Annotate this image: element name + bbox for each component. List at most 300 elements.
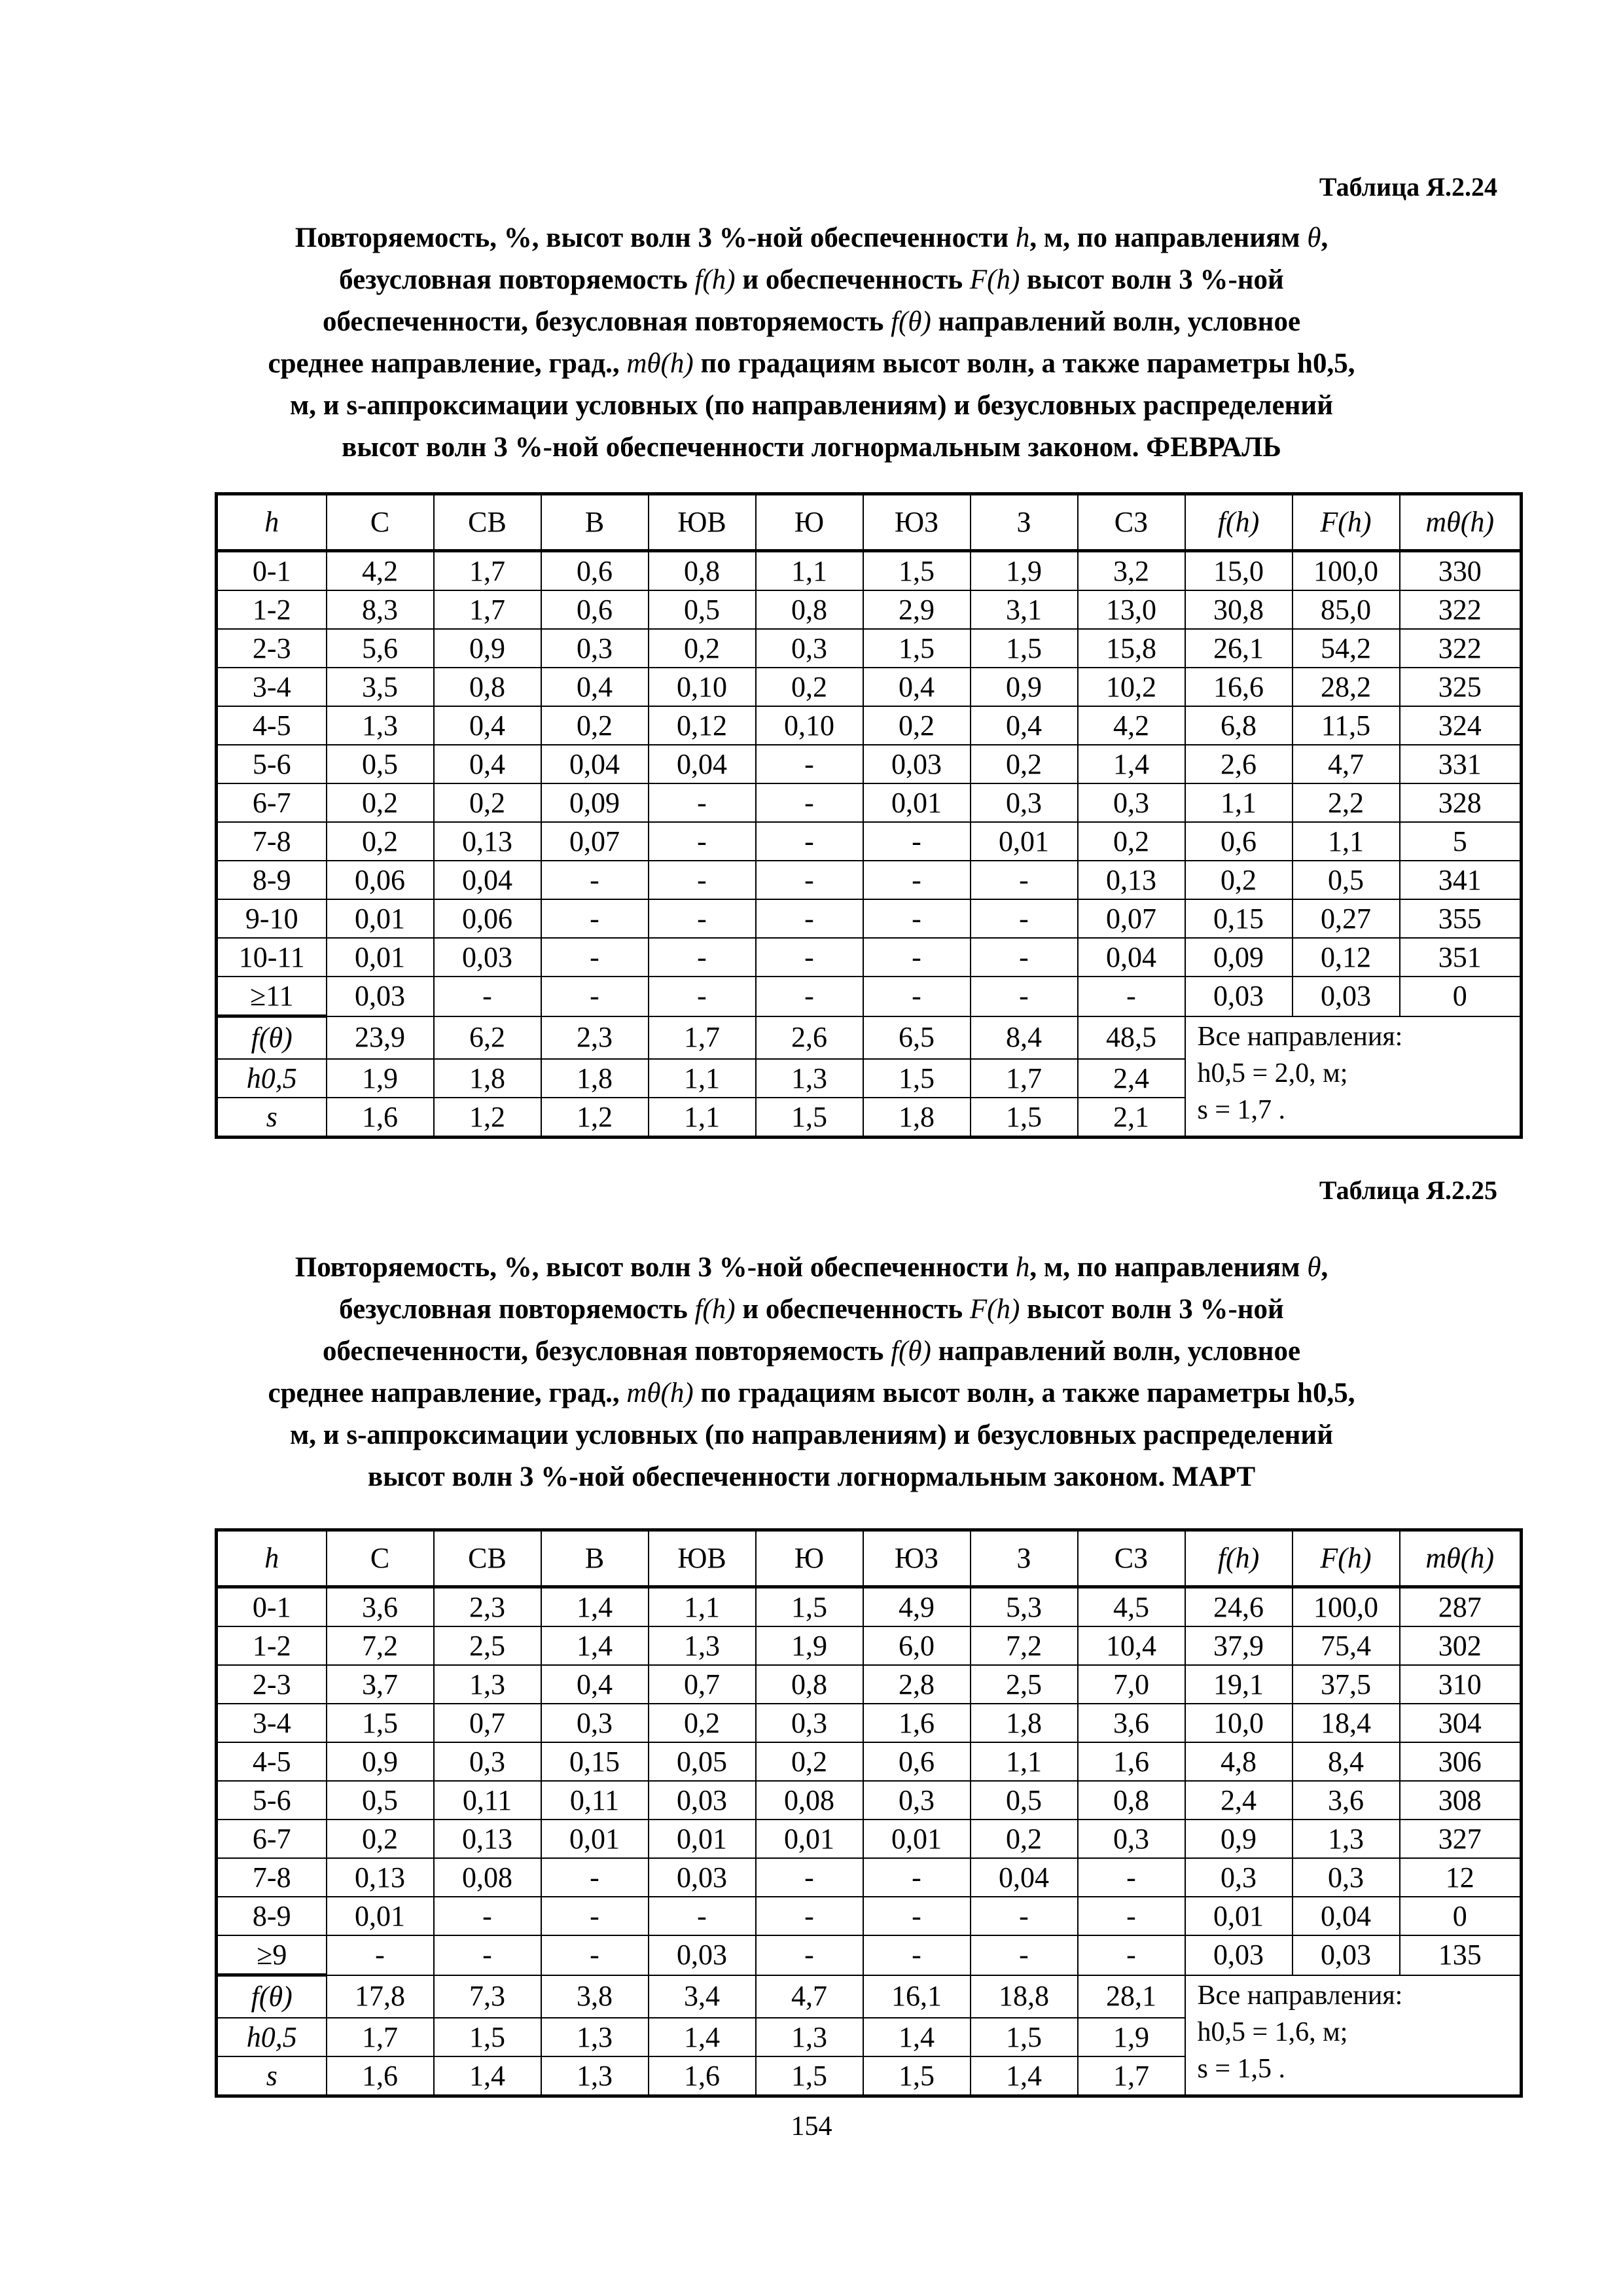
table-cell: 10,4 bbox=[1078, 1626, 1185, 1665]
column-header: С bbox=[327, 494, 434, 551]
table-cell: 0,4 bbox=[541, 668, 649, 706]
table-cell: 1,5 bbox=[971, 1098, 1078, 1138]
table-cell: 30,8 bbox=[1185, 590, 1293, 629]
table-cell: 1,3 bbox=[649, 1626, 756, 1665]
table-cell: - bbox=[541, 977, 649, 1016]
caption-line: высот волн 3 %-ной обеспеченности логнормальным законом. МАРТ bbox=[367, 1462, 1256, 1492]
data-table bbox=[215, 492, 1523, 1139]
table-cell: 37,5 bbox=[1293, 1665, 1400, 1704]
table-cell: - bbox=[649, 1897, 756, 1935]
table-caption bbox=[196, 1247, 1427, 1498]
table-cell: 327 bbox=[1400, 1820, 1522, 1858]
table-row bbox=[217, 629, 1522, 668]
table-cell: 2,5 bbox=[434, 1626, 541, 1665]
data-table bbox=[215, 1528, 1523, 2098]
table-cell: 15,8 bbox=[1078, 629, 1185, 668]
table-cell: 324 bbox=[1400, 706, 1522, 745]
table-cell: 3,4 bbox=[649, 1975, 756, 2018]
table-cell: 0,01 bbox=[863, 783, 971, 822]
table-cell: 0,3 bbox=[971, 783, 1078, 822]
table-row bbox=[217, 977, 1522, 1016]
note-line: s = 1,7 . bbox=[1197, 1094, 1286, 1125]
table-cell: 28,2 bbox=[1293, 668, 1400, 706]
table-cell: 1,8 bbox=[541, 1059, 649, 1098]
table-cell: 3,6 bbox=[327, 1587, 434, 1627]
column-header: h bbox=[217, 1530, 327, 1587]
table-cell: 0,03 bbox=[649, 1858, 756, 1897]
table-cell: - bbox=[434, 1935, 541, 1975]
caption-line: Повторяемость, %, высот волн 3 %-ной обеспеченности h, м, по направлениям θ, bbox=[294, 223, 1329, 253]
row-label: 9-10 bbox=[217, 899, 327, 938]
table-cell: 0,3 bbox=[863, 1781, 971, 1820]
table-cell: 48,5 bbox=[1078, 1016, 1185, 1060]
table-cell: 5,6 bbox=[327, 629, 434, 668]
table-cell: - bbox=[1078, 1935, 1185, 1975]
table-cell: 1,1 bbox=[971, 1742, 1078, 1781]
table-cell: 1,5 bbox=[756, 2056, 863, 2096]
table-cell: 2,4 bbox=[1185, 1781, 1293, 1820]
table-row bbox=[217, 668, 1522, 706]
table-cell: 0,2 bbox=[541, 706, 649, 745]
note-line: s = 1,5 . bbox=[1197, 2053, 1286, 2084]
column-header: mθ(h) bbox=[1400, 1530, 1522, 1587]
table-cell: 1,7 bbox=[971, 1059, 1078, 1098]
table-cell: 0,2 bbox=[327, 783, 434, 822]
table-cell: 1,5 bbox=[863, 629, 971, 668]
table-cell: - bbox=[971, 938, 1078, 977]
table-cell: 0,03 bbox=[327, 977, 434, 1016]
table-cell: 0,01 bbox=[1185, 1897, 1293, 1935]
table-cell: - bbox=[541, 861, 649, 899]
table-cell: 1,4 bbox=[541, 1626, 649, 1665]
table-cell: - bbox=[756, 899, 863, 938]
caption-line: Повторяемость, %, высот волн 3 %-ной обеспеченности h, м, по направлениям θ, bbox=[294, 1252, 1329, 1283]
table-cell: - bbox=[1078, 1858, 1185, 1897]
table-cell: 4,5 bbox=[1078, 1587, 1185, 1627]
table-cell: 7,2 bbox=[327, 1626, 434, 1665]
table-cell: 2,3 bbox=[541, 1016, 649, 1060]
table-cell: 1,7 bbox=[327, 2018, 434, 2056]
table-cell: 2,2 bbox=[1293, 783, 1400, 822]
table-cell: 0,9 bbox=[327, 1742, 434, 1781]
row-label: f(θ) bbox=[217, 1975, 327, 2018]
table-cell: 0,08 bbox=[756, 1781, 863, 1820]
table-cell: 0,27 bbox=[1293, 899, 1400, 938]
table-cell: 18,8 bbox=[971, 1975, 1078, 2018]
table-cell: 7,0 bbox=[1078, 1665, 1185, 1704]
table-cell: 0,6 bbox=[1185, 822, 1293, 861]
table-cell: 28,1 bbox=[1078, 1975, 1185, 2018]
table-cell: 0,3 bbox=[756, 629, 863, 668]
table-cell: 0,7 bbox=[649, 1665, 756, 1704]
table-cell: - bbox=[756, 783, 863, 822]
row-label: 3-4 bbox=[217, 668, 327, 706]
column-header: ЮВ bbox=[649, 494, 756, 551]
column-header: В bbox=[541, 1530, 649, 1587]
table-cell: 328 bbox=[1400, 783, 1522, 822]
table-cell: 1,5 bbox=[863, 2056, 971, 2096]
row-label: 4-5 bbox=[217, 706, 327, 745]
table-cell: 0,5 bbox=[1293, 861, 1400, 899]
table-cell: 12 bbox=[1400, 1858, 1522, 1897]
table-cell: 24,6 bbox=[1185, 1587, 1293, 1627]
table-cell: - bbox=[434, 977, 541, 1016]
table-cell: 37,9 bbox=[1185, 1626, 1293, 1665]
table-cell: 0,03 bbox=[1293, 977, 1400, 1016]
column-header: ЮВ bbox=[649, 1530, 756, 1587]
table-cell: 2,9 bbox=[863, 590, 971, 629]
table-cell: - bbox=[756, 977, 863, 1016]
table-cell: 19,1 bbox=[1185, 1665, 1293, 1704]
table-cell: - bbox=[971, 977, 1078, 1016]
column-header: h bbox=[217, 494, 327, 551]
column-header: СЗ bbox=[1078, 494, 1185, 551]
table-cell: 0,06 bbox=[327, 861, 434, 899]
table-cell: 0,09 bbox=[1185, 938, 1293, 977]
column-header: З bbox=[971, 1530, 1078, 1587]
table-cell: 0,3 bbox=[1293, 1858, 1400, 1897]
table-cell: 1,7 bbox=[434, 590, 541, 629]
table-cell: 3,2 bbox=[1078, 551, 1185, 591]
table-cell: 0,2 bbox=[649, 1704, 756, 1742]
table-cell: - bbox=[649, 899, 756, 938]
table-cell: 287 bbox=[1400, 1587, 1522, 1627]
table-cell: 0,13 bbox=[327, 1858, 434, 1897]
row-label: 5-6 bbox=[217, 1781, 327, 1820]
table-cell: 0,2 bbox=[327, 1820, 434, 1858]
table-cell: 0,01 bbox=[649, 1820, 756, 1858]
column-header: f(h) bbox=[1185, 1530, 1293, 1587]
table-cell: 15,0 bbox=[1185, 551, 1293, 591]
all-directions-note bbox=[1185, 1975, 1522, 2096]
table-cell: 0,04 bbox=[971, 1858, 1078, 1897]
table-cell: 0,07 bbox=[1078, 899, 1185, 938]
table-row bbox=[217, 1935, 1522, 1975]
table-row bbox=[217, 1587, 1522, 1627]
column-header: СВ bbox=[434, 1530, 541, 1587]
note-line: Все направления: bbox=[1197, 1980, 1403, 2011]
table-cell: 1,2 bbox=[541, 1098, 649, 1138]
table-cell: 4,9 bbox=[863, 1587, 971, 1627]
table-cell: 304 bbox=[1400, 1704, 1522, 1742]
table-cell: - bbox=[541, 899, 649, 938]
table-cell: 0,8 bbox=[649, 551, 756, 591]
table-row bbox=[217, 1742, 1522, 1781]
column-header: С bbox=[327, 1530, 434, 1587]
table-cell: 1,3 bbox=[541, 2056, 649, 2096]
table-cell: 0,8 bbox=[756, 1665, 863, 1704]
table-cell: 0,3 bbox=[1078, 783, 1185, 822]
table-cell: - bbox=[434, 1897, 541, 1935]
table-cell: 1,6 bbox=[327, 2056, 434, 2096]
table-cell: - bbox=[649, 783, 756, 822]
table-cell: 0,8 bbox=[434, 668, 541, 706]
table-cell: - bbox=[863, 899, 971, 938]
page-number: 154 bbox=[791, 2111, 832, 2142]
table-row bbox=[217, 1704, 1522, 1742]
table-cell: 75,4 bbox=[1293, 1626, 1400, 1665]
table-cell: 1,5 bbox=[971, 2018, 1078, 2056]
table-cell: 0,6 bbox=[541, 590, 649, 629]
table-cell: 0,2 bbox=[649, 629, 756, 668]
table-cell: 0,01 bbox=[327, 899, 434, 938]
table-cell: 0,7 bbox=[434, 1704, 541, 1742]
table-cell: 85,0 bbox=[1293, 590, 1400, 629]
table-row bbox=[217, 706, 1522, 745]
table-cell: 2,6 bbox=[756, 1016, 863, 1060]
table-cell: 0,03 bbox=[649, 1935, 756, 1975]
column-header: СВ bbox=[434, 494, 541, 551]
table-cell: 6,8 bbox=[1185, 706, 1293, 745]
table-cell: 3,6 bbox=[1078, 1704, 1185, 1742]
table-cell: 0,5 bbox=[649, 590, 756, 629]
table-cell: 54,2 bbox=[1293, 629, 1400, 668]
table-cell: 0,09 bbox=[541, 783, 649, 822]
column-header: f(h) bbox=[1185, 494, 1293, 551]
table-cell: - bbox=[541, 938, 649, 977]
table-cell: 0,9 bbox=[971, 668, 1078, 706]
table-cell: - bbox=[863, 861, 971, 899]
table-cell: 10,2 bbox=[1078, 668, 1185, 706]
table-cell: 1,8 bbox=[434, 1059, 541, 1098]
table-cell: 1,5 bbox=[863, 1059, 971, 1098]
row-label: ≥11 bbox=[217, 977, 327, 1016]
note-line: h0,5 = 2,0, м; bbox=[1197, 1058, 1348, 1088]
table-cell: 100,0 bbox=[1293, 551, 1400, 591]
table-cell: 0,5 bbox=[327, 745, 434, 783]
table-cell: 6,5 bbox=[863, 1016, 971, 1060]
row-label: 2-3 bbox=[217, 629, 327, 668]
table-cell: 6,0 bbox=[863, 1626, 971, 1665]
table-cell: 1,1 bbox=[649, 1098, 756, 1138]
table-cell: 1,8 bbox=[863, 1098, 971, 1138]
table-cell: 0,12 bbox=[649, 706, 756, 745]
table-cell: - bbox=[756, 1897, 863, 1935]
row-label: 4-5 bbox=[217, 1742, 327, 1781]
table-cell: 0,04 bbox=[1078, 938, 1185, 977]
table-cell: 2,4 bbox=[1078, 1059, 1185, 1098]
table-cell: - bbox=[863, 822, 971, 861]
caption-line: безусловная повторяемость f(h) и обеспеченность F(h) высот волн 3 %-ной bbox=[339, 1294, 1284, 1325]
table-row bbox=[217, 1626, 1522, 1665]
row-label: 7-8 bbox=[217, 1858, 327, 1897]
table-cell: 1,2 bbox=[434, 1098, 541, 1138]
table-cell: 16,6 bbox=[1185, 668, 1293, 706]
table-cell: - bbox=[541, 1935, 649, 1975]
row-label: 2-3 bbox=[217, 1665, 327, 1704]
table-cell: 0,03 bbox=[1185, 1935, 1293, 1975]
table-cell: - bbox=[756, 1935, 863, 1975]
table-cell: 0,03 bbox=[649, 1781, 756, 1820]
table-cell: - bbox=[863, 1897, 971, 1935]
table-cell: 330 bbox=[1400, 551, 1522, 591]
table-cell: 0,3 bbox=[1078, 1820, 1185, 1858]
table-cell: 0,01 bbox=[756, 1820, 863, 1858]
table-cell: 3,5 bbox=[327, 668, 434, 706]
table-row bbox=[217, 1858, 1522, 1897]
table-row bbox=[217, 1781, 1522, 1820]
table-cell: - bbox=[863, 977, 971, 1016]
table-cell: - bbox=[863, 1935, 971, 1975]
table-cell: 331 bbox=[1400, 745, 1522, 783]
table-cell: 1,3 bbox=[434, 1665, 541, 1704]
table-cell: - bbox=[971, 899, 1078, 938]
row-label: 1-2 bbox=[217, 590, 327, 629]
column-header: ЮЗ bbox=[863, 1530, 971, 1587]
caption-line: безусловная повторяемость f(h) и обеспеченность F(h) высот волн 3 %-ной bbox=[339, 264, 1284, 295]
table-cell: - bbox=[863, 1858, 971, 1897]
table-caption bbox=[196, 217, 1427, 469]
table-cell: 5,3 bbox=[971, 1587, 1078, 1627]
table-cell: 2,5 bbox=[971, 1665, 1078, 1704]
column-header: F(h) bbox=[1293, 1530, 1400, 1587]
table-cell: - bbox=[541, 1858, 649, 1897]
table-cell: - bbox=[971, 1935, 1078, 1975]
table-cell: 0,13 bbox=[434, 1820, 541, 1858]
table-cell: 0,2 bbox=[971, 745, 1078, 783]
table-cell: 4,2 bbox=[327, 551, 434, 591]
table-cell: 0,3 bbox=[1185, 1858, 1293, 1897]
table-row bbox=[217, 1665, 1522, 1704]
table-cell: 0,8 bbox=[756, 590, 863, 629]
table-cell: 0,3 bbox=[756, 1704, 863, 1742]
table-cell: 322 bbox=[1400, 629, 1522, 668]
row-label: 0-1 bbox=[217, 551, 327, 591]
table-cell: 0,9 bbox=[434, 629, 541, 668]
table-cell: - bbox=[756, 861, 863, 899]
header-row bbox=[217, 1530, 1522, 1587]
table-cell: 1,5 bbox=[434, 2018, 541, 2056]
table-cell: 4,7 bbox=[1293, 745, 1400, 783]
table-cell: 0,01 bbox=[863, 1820, 971, 1858]
table-cell: 0,12 bbox=[1293, 938, 1400, 977]
table-cell: 1,1 bbox=[1293, 822, 1400, 861]
table-cell: 1,9 bbox=[1078, 2018, 1185, 2056]
table-cell: - bbox=[649, 861, 756, 899]
table-cell: 18,4 bbox=[1293, 1704, 1400, 1742]
table-cell: 0,2 bbox=[756, 1742, 863, 1781]
table-cell: 0,4 bbox=[434, 706, 541, 745]
table-cell: 1,6 bbox=[863, 1704, 971, 1742]
table-cell: 0,04 bbox=[541, 745, 649, 783]
table-cell: 1,5 bbox=[756, 1098, 863, 1138]
table-cell: 7,3 bbox=[434, 1975, 541, 2018]
row-label: 8-9 bbox=[217, 1897, 327, 1935]
table-cell: 0,13 bbox=[1078, 861, 1185, 899]
table-cell: 4,8 bbox=[1185, 1742, 1293, 1781]
table-cell: 0,4 bbox=[541, 1665, 649, 1704]
table-cell: 3,7 bbox=[327, 1665, 434, 1704]
table-cell: 0,4 bbox=[863, 668, 971, 706]
table-cell: - bbox=[1078, 1897, 1185, 1935]
table-cell: 355 bbox=[1400, 899, 1522, 938]
table-cell: 0,2 bbox=[1078, 822, 1185, 861]
note-line: Все направления: bbox=[1197, 1021, 1403, 1052]
table-cell: 0,4 bbox=[971, 706, 1078, 745]
table-row bbox=[217, 1820, 1522, 1858]
table-cell: 308 bbox=[1400, 1781, 1522, 1820]
row-label: h0,5 bbox=[217, 1059, 327, 1098]
table-cell: 3,8 bbox=[541, 1975, 649, 2018]
table-cell: 23,9 bbox=[327, 1016, 434, 1060]
table-cell: - bbox=[971, 861, 1078, 899]
table-cell: - bbox=[649, 938, 756, 977]
table-cell: 5 bbox=[1400, 822, 1522, 861]
note-line: h0,5 = 1,6, м; bbox=[1197, 2017, 1348, 2047]
caption-line: м, и s-аппроксимации условных (по направлениям) и безусловных распределений bbox=[290, 1420, 1333, 1450]
table-cell: 0,2 bbox=[863, 706, 971, 745]
table-label: Таблица Я.2.25 bbox=[1319, 1175, 1497, 1205]
table-cell: 3,6 bbox=[1293, 1781, 1400, 1820]
table-cell: 1,5 bbox=[327, 1704, 434, 1742]
row-label: h0,5 bbox=[217, 2018, 327, 2056]
table-cell: 0,5 bbox=[327, 1781, 434, 1820]
summary-row bbox=[217, 1975, 1522, 2018]
table-label: Таблица Я.2.24 bbox=[1319, 172, 1497, 202]
row-label: 6-7 bbox=[217, 783, 327, 822]
column-header: F(h) bbox=[1293, 494, 1400, 551]
table-cell: 1,7 bbox=[649, 1016, 756, 1060]
table-cell: 0,3 bbox=[434, 1742, 541, 1781]
row-label: 3-4 bbox=[217, 1704, 327, 1742]
table-cell: 306 bbox=[1400, 1742, 1522, 1781]
table-cell: - bbox=[649, 822, 756, 861]
table-cell: 0 bbox=[1400, 977, 1522, 1016]
table-cell: 0,10 bbox=[649, 668, 756, 706]
column-header: З bbox=[971, 494, 1078, 551]
table-cell: 0,2 bbox=[1185, 861, 1293, 899]
row-label: 10-11 bbox=[217, 938, 327, 977]
table-cell: - bbox=[756, 1858, 863, 1897]
table-cell: - bbox=[971, 1897, 1078, 1935]
table-cell: 11,5 bbox=[1293, 706, 1400, 745]
table-row bbox=[217, 938, 1522, 977]
caption-line: обеспеченности, безусловная повторяемость f(θ) направлений волн, условное bbox=[322, 1336, 1301, 1367]
table-cell: 6,2 bbox=[434, 1016, 541, 1060]
table-cell: 0,2 bbox=[327, 822, 434, 861]
table-cell: 1,9 bbox=[971, 551, 1078, 591]
table-cell: 1,1 bbox=[756, 551, 863, 591]
column-header: mθ(h) bbox=[1400, 494, 1522, 551]
table-cell: 0,01 bbox=[327, 1897, 434, 1935]
table-cell: 1,4 bbox=[971, 2056, 1078, 2096]
table-row bbox=[217, 745, 1522, 783]
table-cell: - bbox=[756, 822, 863, 861]
caption-line: м, и s-аппроксимации условных (по направлениям) и безусловных распределений bbox=[290, 390, 1333, 421]
table-cell: 1,3 bbox=[756, 2018, 863, 2056]
table-cell: - bbox=[756, 938, 863, 977]
table-cell: 1,9 bbox=[327, 1059, 434, 1098]
table-cell: - bbox=[756, 745, 863, 783]
table-cell: 1,4 bbox=[863, 2018, 971, 2056]
table-cell: 16,1 bbox=[863, 1975, 971, 2018]
table-cell: 0,05 bbox=[649, 1742, 756, 1781]
table-cell: 0,07 bbox=[541, 822, 649, 861]
caption-line: высот волн 3 %-ной обеспеченности логнормальным законом. ФЕВРАЛЬ bbox=[342, 432, 1281, 463]
table-cell: - bbox=[541, 1897, 649, 1935]
column-header: В bbox=[541, 494, 649, 551]
table-cell: 1,7 bbox=[1078, 2056, 1185, 2096]
table-cell: 0,03 bbox=[1185, 977, 1293, 1016]
table-cell: 10,0 bbox=[1185, 1704, 1293, 1742]
table-cell: - bbox=[649, 977, 756, 1016]
table-cell: 1,6 bbox=[1078, 1742, 1185, 1781]
table-cell: 0,06 bbox=[434, 899, 541, 938]
table-cell: 0,01 bbox=[971, 822, 1078, 861]
table-cell: 0,8 bbox=[1078, 1781, 1185, 1820]
table-cell: 310 bbox=[1400, 1665, 1522, 1704]
row-label: 1-2 bbox=[217, 1626, 327, 1665]
